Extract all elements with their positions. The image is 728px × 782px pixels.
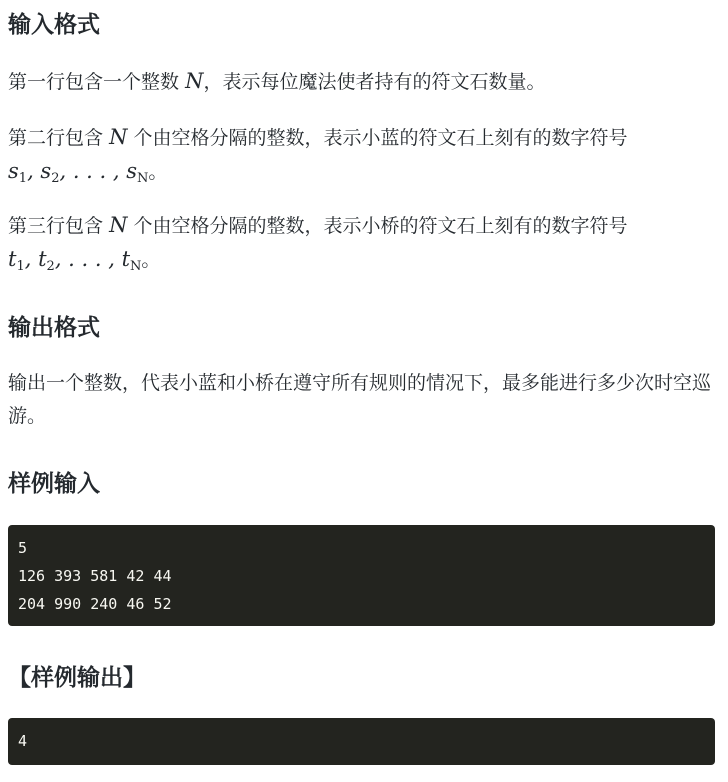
sample-output-heading: 【样例输出】 xyxy=(8,665,146,691)
input-line-1-after: ，表示每位魔法使者持有的符文石数量。 xyxy=(203,71,546,93)
seq-sub: 2 xyxy=(51,171,60,186)
sample-input-code[interactable]: 5 126 393 581 42 44 204 990 240 46 52 xyxy=(8,525,715,626)
seq-sep: , . . . , xyxy=(54,247,122,271)
seq-sub: 1 xyxy=(16,259,25,274)
seq-var: t xyxy=(38,247,47,271)
seq-sub: N xyxy=(130,259,142,274)
input-line-1-before: 第一行包含一个整数 xyxy=(8,71,180,93)
sample-input-heading: 样例输入 xyxy=(8,471,100,497)
var-n: N xyxy=(185,69,204,93)
output-format-text: 输出一个整数，代表小蓝和小桥在遵守所有规则的情况下，最多能进行多少次时空巡游。 xyxy=(8,372,712,427)
seq-var: s xyxy=(40,159,52,183)
input-line-1 xyxy=(8,65,718,99)
var-n: N xyxy=(109,125,128,149)
input-format-heading: 输入格式 xyxy=(8,12,100,38)
seq-var: s xyxy=(8,159,19,183)
seq-var: t xyxy=(8,247,17,271)
seq-sub: 1 xyxy=(18,171,28,186)
seq-sep: , xyxy=(27,159,41,183)
input-line-2-end: 。 xyxy=(148,161,168,183)
seq-sub: 2 xyxy=(46,259,55,274)
s-sequence xyxy=(8,159,149,186)
var-n: N xyxy=(109,213,128,237)
input-line-2 xyxy=(8,121,718,195)
sample-output-code[interactable]: 4 xyxy=(8,718,715,765)
seq-var: s xyxy=(126,159,138,183)
input-line-3-after: 个由空格分隔的整数，表示小桥的符文石上刻有的数字符号 xyxy=(133,215,628,237)
seq-sep: , . . . , xyxy=(59,159,127,183)
input-line-3 xyxy=(8,209,718,283)
input-line-2-before: 第二行包含 xyxy=(8,127,104,149)
input-line-2-after: 个由空格分隔的整数，表示小蓝的符文石上刻有的数字符号 xyxy=(133,127,628,149)
input-line-3-before: 第三行包含 xyxy=(8,215,104,237)
seq-sep: , xyxy=(24,247,39,271)
input-line-3-end: 。 xyxy=(141,249,161,271)
t-sequence xyxy=(8,247,142,274)
seq-var: t xyxy=(121,247,131,271)
seq-sub: N xyxy=(137,171,149,186)
output-format-heading: 输出格式 xyxy=(8,315,100,341)
